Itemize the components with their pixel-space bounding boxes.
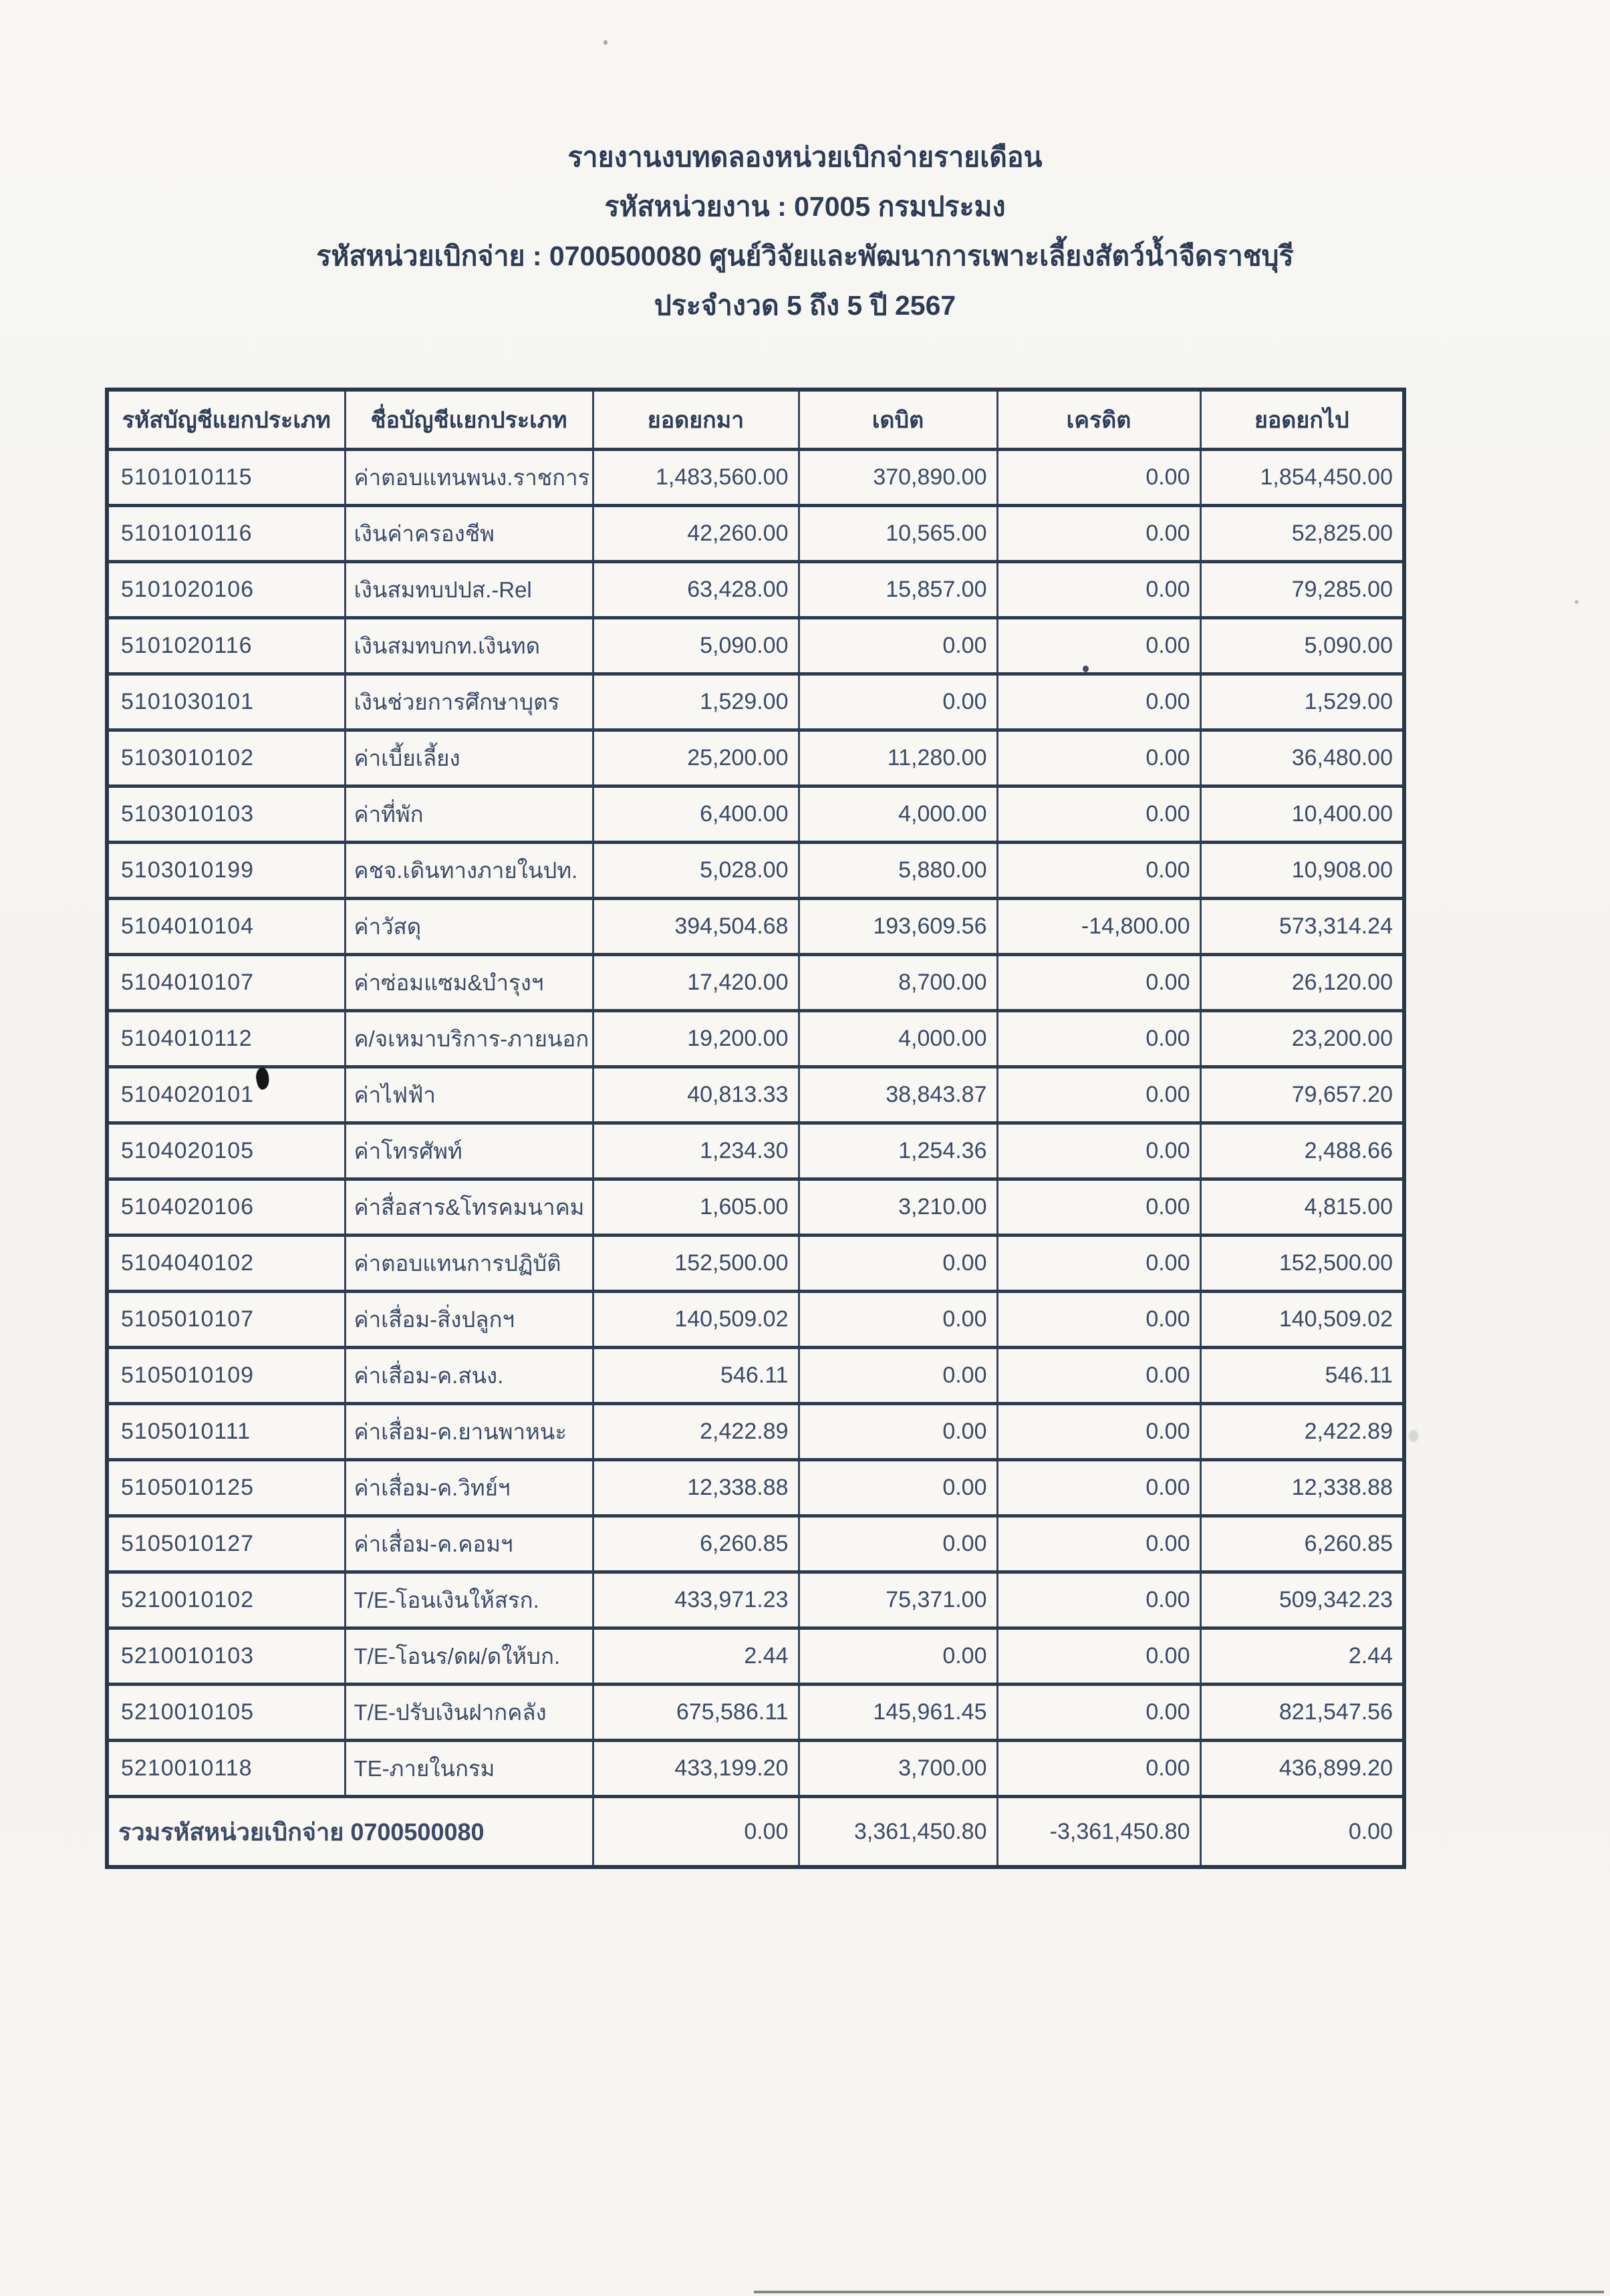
table-row: [107, 1685, 1404, 1741]
account-name: ค่าเสื่อม-ค.คอมฯ: [345, 1516, 593, 1572]
account-code: 5104010104: [107, 899, 345, 955]
credit: 0.00: [997, 1685, 1200, 1741]
balance-cf: 436,899.20: [1200, 1741, 1404, 1797]
account-code: 5103010102: [107, 730, 345, 786]
debit: 15,857.00: [799, 562, 997, 618]
credit: 0.00: [997, 618, 1200, 674]
account-name: T/E-โอนร/ดผ/ดให้บก.: [345, 1628, 593, 1685]
balance-bf: 40,813.33: [593, 1067, 799, 1123]
report-header: [0, 132, 1610, 330]
credit: 0.00: [997, 1572, 1200, 1628]
credit: 0.00: [997, 674, 1200, 730]
debit: 0.00: [799, 1404, 997, 1460]
table-row: [107, 1741, 1404, 1797]
table-row: [107, 1460, 1404, 1516]
account-code: 5104010112: [107, 1011, 345, 1067]
account-code: 5210010102: [107, 1572, 345, 1628]
disbursement-unit-line: รหัสหน่วยเบิกจ่าย : 0700500080 ศูนย์วิจัยและพัฒนาการเพาะเลี้ยงสัตว์น้ำจืดราชบุรี: [316, 241, 1294, 271]
balance-cf: 573,314.24: [1200, 899, 1404, 955]
balance-cf: 2.44: [1200, 1628, 1404, 1685]
balance-cf: 546.11: [1200, 1348, 1404, 1404]
table-row: [107, 1292, 1404, 1348]
account-name: ค่าเบี้ยเลี้ยง: [345, 730, 593, 786]
debit: 4,000.00: [799, 1011, 997, 1067]
total-balance-cf: 0.00: [1200, 1797, 1404, 1868]
account-name: เงินสมทบปปส.-Rel: [345, 562, 593, 618]
trial-balance-table: [105, 388, 1406, 1869]
debit: 0.00: [799, 1516, 997, 1572]
balance-cf: 4,815.00: [1200, 1179, 1404, 1236]
header-account-code: รหัสบัญชีแยกประเภท: [107, 390, 345, 450]
debit: 3,700.00: [799, 1741, 997, 1797]
balance-bf: 2,422.89: [593, 1404, 799, 1460]
debit: 10,565.00: [799, 506, 997, 562]
credit: 0.00: [997, 1011, 1200, 1067]
balance-cf: 10,908.00: [1200, 843, 1404, 899]
debit: 75,371.00: [799, 1572, 997, 1628]
header-balance-carried-forward: ยอดยกไป: [1200, 390, 1404, 450]
balance-bf: 394,504.68: [593, 899, 799, 955]
report-title: รายงานงบทดลองหน่วยเบิกจ่ายรายเดือน: [567, 142, 1043, 172]
balance-cf: 26,120.00: [1200, 955, 1404, 1011]
account-name: เงินช่วยการศึกษาบุตร: [345, 674, 593, 730]
scanner-edge-line: [754, 2291, 1604, 2293]
account-code: 5101020106: [107, 562, 345, 618]
account-name: ค่าตอบแทนพนง.ราชการ: [345, 450, 593, 506]
credit: 0.00: [997, 1348, 1200, 1404]
total-balance-bf: 0.00: [593, 1797, 799, 1868]
credit: 0.00: [997, 1404, 1200, 1460]
credit: 0.00: [997, 1516, 1200, 1572]
balance-bf: 63,428.00: [593, 562, 799, 618]
balance-cf: 52,825.00: [1200, 506, 1404, 562]
table-row: [107, 1179, 1404, 1236]
account-name: ค่าเสื่อม-ค.ยานพาหนะ: [345, 1404, 593, 1460]
balance-cf: 1,529.00: [1200, 674, 1404, 730]
table-row: [107, 730, 1404, 786]
account-code: 5105010107: [107, 1292, 345, 1348]
balance-bf: 5,028.00: [593, 843, 799, 899]
balance-bf: 546.11: [593, 1348, 799, 1404]
account-code: 5101030101: [107, 674, 345, 730]
account-name: ค่าสื่อสาร&โทรคมนาคม: [345, 1179, 593, 1236]
credit: 0.00: [997, 1628, 1200, 1685]
credit: 0.00: [997, 730, 1200, 786]
debit: 38,843.87: [799, 1067, 997, 1123]
debit: 0.00: [799, 1460, 997, 1516]
table-row: [107, 1404, 1404, 1460]
period-line: ประจำงวด 5 ถึง 5 ปี 2567: [654, 290, 956, 321]
balance-bf: 19,200.00: [593, 1011, 799, 1067]
account-code: 5101010116: [107, 506, 345, 562]
table-row: [107, 1348, 1404, 1404]
total-row: [107, 1797, 1404, 1868]
table-row: [107, 899, 1404, 955]
account-name: ค/จเหมาบริการ-ภายนอก: [345, 1011, 593, 1067]
balance-cf: 821,547.56: [1200, 1685, 1404, 1741]
debit: 4,000.00: [799, 786, 997, 843]
header-balance-brought-forward: ยอดยกมา: [593, 390, 799, 450]
scan-speck: [603, 40, 608, 45]
table-row: [107, 562, 1404, 618]
table-row: [107, 1123, 1404, 1179]
balance-cf: 6,260.85: [1200, 1516, 1404, 1572]
account-name: ค่าตอบแทนการปฏิบัติ: [345, 1236, 593, 1292]
balance-bf: 25,200.00: [593, 730, 799, 786]
account-code: 5105010127: [107, 1516, 345, 1572]
account-code: 5105010125: [107, 1460, 345, 1516]
table-row: [107, 1572, 1404, 1628]
debit: 5,880.00: [799, 843, 997, 899]
credit: 0.00: [997, 562, 1200, 618]
table-row: [107, 1628, 1404, 1685]
account-code: 5210010105: [107, 1685, 345, 1741]
credit: 0.00: [997, 1460, 1200, 1516]
account-code: 5105010109: [107, 1348, 345, 1404]
account-code: 5103010103: [107, 786, 345, 843]
balance-cf: 12,338.88: [1200, 1460, 1404, 1516]
account-code: 5104020106: [107, 1179, 345, 1236]
account-code: 5104020105: [107, 1123, 345, 1179]
table-row: [107, 450, 1404, 506]
total-label: รวมรหัสหน่วยเบิกจ่าย 0700500080: [107, 1797, 593, 1868]
debit: 1,254.36: [799, 1123, 997, 1179]
account-name: ค่าเสื่อม-สิ่งปลูกฯ: [345, 1292, 593, 1348]
credit: 0.00: [997, 1292, 1200, 1348]
table-row: [107, 506, 1404, 562]
account-name: ค่าวัสดุ: [345, 899, 593, 955]
balance-cf: 79,285.00: [1200, 562, 1404, 618]
balance-bf: 1,483,560.00: [593, 450, 799, 506]
balance-bf: 1,234.30: [593, 1123, 799, 1179]
account-code: 5101010115: [107, 450, 345, 506]
table-row: [107, 1516, 1404, 1572]
total-credit: -3,361,450.80: [997, 1797, 1200, 1868]
balance-cf: 1,854,450.00: [1200, 450, 1404, 506]
scan-speck: [1575, 600, 1579, 604]
header-credit: เครดิต: [997, 390, 1200, 450]
table-row: [107, 674, 1404, 730]
balance-cf: 36,480.00: [1200, 730, 1404, 786]
balance-bf: 140,509.02: [593, 1292, 799, 1348]
balance-cf: 152,500.00: [1200, 1236, 1404, 1292]
balance-cf: 2,422.89: [1200, 1404, 1404, 1460]
balance-bf: 1,529.00: [593, 674, 799, 730]
credit: 0.00: [997, 1123, 1200, 1179]
balance-bf: 42,260.00: [593, 506, 799, 562]
debit: 0.00: [799, 1292, 997, 1348]
debit: 0.00: [799, 1628, 997, 1685]
account-name: ค่าที่พัก: [345, 786, 593, 843]
credit: 0.00: [997, 843, 1200, 899]
account-name: T/E-ปรับเงินฝากคลัง: [345, 1685, 593, 1741]
balance-cf: 509,342.23: [1200, 1572, 1404, 1628]
header-account-name: ชื่อบัญชีแยกประเภท: [345, 390, 593, 450]
account-code: 5210010103: [107, 1628, 345, 1685]
debit: 11,280.00: [799, 730, 997, 786]
table-row: [107, 955, 1404, 1011]
agency-code-line: รหัสหน่วยงาน : 07005 กรมประมง: [604, 191, 1006, 222]
account-name: คชจ.เดินทางภายในปท.: [345, 843, 593, 899]
total-debit: 3,361,450.80: [799, 1797, 997, 1868]
table-row: [107, 843, 1404, 899]
table-header-row: [107, 390, 1404, 450]
credit: 0.00: [997, 1741, 1200, 1797]
scan-smudge: [1409, 1430, 1418, 1442]
table-row: [107, 1067, 1404, 1123]
balance-bf: 2.44: [593, 1628, 799, 1685]
debit: 193,609.56: [799, 899, 997, 955]
balance-cf: 79,657.20: [1200, 1067, 1404, 1123]
debit: 0.00: [799, 1348, 997, 1404]
table-row: [107, 618, 1404, 674]
balance-bf: 1,605.00: [593, 1179, 799, 1236]
account-code: 5104010107: [107, 955, 345, 1011]
account-code: 5105010111: [107, 1404, 345, 1460]
balance-bf: 152,500.00: [593, 1236, 799, 1292]
debit: 0.00: [799, 1236, 997, 1292]
account-name: ค่าเสื่อม-ค.วิทย์ฯ: [345, 1460, 593, 1516]
table-row: [107, 1236, 1404, 1292]
credit: 0.00: [997, 506, 1200, 562]
account-code: 5103010199: [107, 843, 345, 899]
credit: 0.00: [997, 955, 1200, 1011]
balance-bf: 675,586.11: [593, 1685, 799, 1741]
account-name: เงินค่าครองชีพ: [345, 506, 593, 562]
balance-bf: 433,199.20: [593, 1741, 799, 1797]
account-name: TE-ภายในกรม: [345, 1741, 593, 1797]
account-name: เงินสมทบกท.เงินทด: [345, 618, 593, 674]
account-name: T/E-โอนเงินให้สรก.: [345, 1572, 593, 1628]
credit: 0.00: [997, 450, 1200, 506]
balance-cf: 140,509.02: [1200, 1292, 1404, 1348]
balance-bf: 6,400.00: [593, 786, 799, 843]
balance-cf: 5,090.00: [1200, 618, 1404, 674]
account-code: 5210010118: [107, 1741, 345, 1797]
table-row: [107, 1011, 1404, 1067]
debit: 145,961.45: [799, 1685, 997, 1741]
balance-bf: 17,420.00: [593, 955, 799, 1011]
account-name: ค่าโทรศัพท์: [345, 1123, 593, 1179]
ink-dot-artifact: [1083, 666, 1089, 672]
balance-cf: 2,488.66: [1200, 1123, 1404, 1179]
account-name: ค่าเสื่อม-ค.สนง.: [345, 1348, 593, 1404]
balance-cf: 23,200.00: [1200, 1011, 1404, 1067]
account-name: ค่าซ่อมแซม&บำรุงฯ: [345, 955, 593, 1011]
balance-bf: 12,338.88: [593, 1460, 799, 1516]
credit: 0.00: [997, 1067, 1200, 1123]
account-code: 5101020116: [107, 618, 345, 674]
debit: 0.00: [799, 618, 997, 674]
credit: 0.00: [997, 1236, 1200, 1292]
credit: -14,800.00: [997, 899, 1200, 955]
balance-bf: 5,090.00: [593, 618, 799, 674]
table-row: [107, 786, 1404, 843]
header-debit: เดบิต: [799, 390, 997, 450]
debit: 8,700.00: [799, 955, 997, 1011]
credit: 0.00: [997, 786, 1200, 843]
account-code: 5104020101: [107, 1067, 345, 1123]
balance-bf: 6,260.85: [593, 1516, 799, 1572]
debit: 3,210.00: [799, 1179, 997, 1236]
balance-bf: 433,971.23: [593, 1572, 799, 1628]
credit: 0.00: [997, 1179, 1200, 1236]
account-name: ค่าไฟฟ้า: [345, 1067, 593, 1123]
account-code: 5104040102: [107, 1236, 345, 1292]
debit: 0.00: [799, 674, 997, 730]
debit: 370,890.00: [799, 450, 997, 506]
balance-cf: 10,400.00: [1200, 786, 1404, 843]
